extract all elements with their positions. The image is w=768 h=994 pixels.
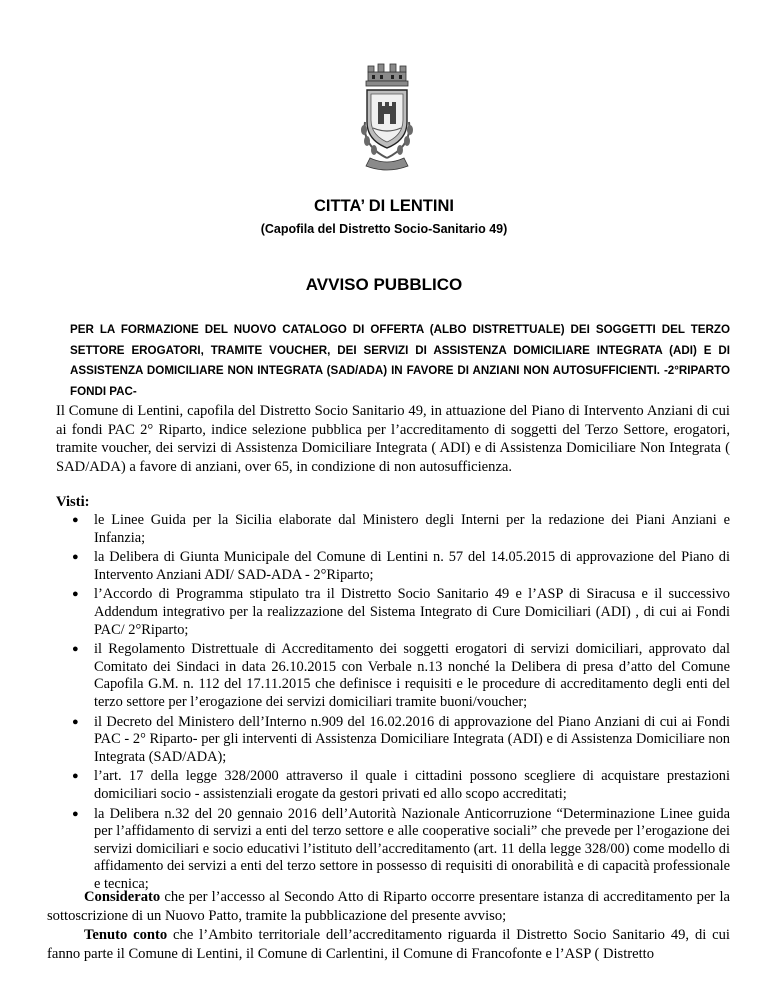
- list-item-text: la Delibera di Giunta Municipale del Comune di Lentini n. 57 del 14.05.2015 di approvazione del Piano di Intervento Anziani ADI/ SAD-ADA - 2°Riparto;: [94, 549, 730, 583]
- list-item: [56, 641, 730, 711]
- considerato-paragraph: [47, 888, 730, 926]
- tenuto-conto-lead: Tenuto conto: [84, 927, 168, 943]
- list-item: [56, 806, 730, 894]
- bullet-icon: ●: [72, 588, 79, 601]
- city-title: CITTA’ DI LENTINI: [314, 197, 454, 215]
- list-item: [56, 714, 730, 767]
- list-item: [56, 768, 730, 803]
- considerato-text: che per l’accesso al Secondo Atto di Riparto occorre presentare istanza di accreditamento per la sottoscrizione di un Nuovo Patto, tramite la pubblicazione del presente avviso;: [47, 889, 730, 924]
- visti-heading: Visti:: [56, 494, 90, 510]
- visti-list: [56, 512, 730, 895]
- considerato-lead: Considerato: [84, 889, 161, 905]
- list-item: [56, 586, 730, 639]
- list-item-text: le Linee Guida per la Sicilia elaborate dal Ministero degli Interni per la redazione dei Piani Anziani e Infanzia;: [94, 512, 730, 546]
- list-item: [56, 512, 730, 547]
- list-item-text: l’art. 17 della legge 328/2000 attraverso il quale i cittadini possono scegliere di acquistare prestazioni domiciliari socio - assistenziali erogate da gestori privati ed allo scopo accreditati;: [94, 768, 730, 802]
- closing-paragraphs: [47, 888, 730, 964]
- city-subtitle: (Capofila del Distretto Socio-Sanitario 49): [260, 222, 508, 236]
- list-item: [56, 549, 730, 584]
- list-item-text: l’Accordo di Programma stipulato tra il Distretto Socio Sanitario 49 e l’ASP di Siracusa e il successivo Addendum integrativo per la realizzazione del Sistema Integrato di Cure Domiciliari (ADI) , di cui ai Fondi PAC/ 2°Riparto;: [94, 586, 730, 638]
- bullet-icon: ●: [72, 807, 79, 820]
- bullet-icon: ●: [72, 643, 79, 656]
- tenuto-conto-text: che l’Ambito territoriale dell’accreditamento riguarda il Distretto Socio Sanitario 49, di cui fanno parte il Comune di Lentini, il Comune di Carlentini, il Comune di Francofonte e l’ASP ( Distretto: [47, 927, 730, 962]
- tenuto-conto-paragraph: [47, 926, 730, 964]
- bullet-icon: ●: [72, 551, 79, 564]
- bullet-icon: ●: [72, 514, 79, 526]
- bullet-icon: ●: [72, 770, 79, 783]
- list-item-text: il Decreto del Ministero dell’Interno n.909 del 16.02.2016 di approvazione del Piano Anziani di cui ai Fondi PAC - 2° Riparto- per gli interventi di Assistenza Domiciliare Integrata (ADI) e di Assistenza Domiciliare non Integrata (SAD/ADA);: [94, 713, 730, 765]
- notice-title: AVVISO PUBBLICO: [305, 275, 463, 294]
- bullet-icon: ●: [72, 715, 79, 728]
- intro-paragraph: Il Comune di Lentini, capofila del Distretto Socio Sanitario 49, in attuazione del Piano di Intervento Anziani di cui ai fondi PAC 2° Riparto, indice selezione pubblica per l’accreditamento di soggetti del Terzo Settore, erogatori, tramite voucher, dei servizi di Assistenza Domiciliare Integrata ( ADI) e di Assistenza Domiciliare Non Integrata ( SAD/ADA) a favore di anziani, over 65, in condizione di non autosufficienza.: [56, 403, 730, 475]
- coat-of-arms-icon: [356, 62, 418, 180]
- list-item-text: la Delibera n.32 del 20 gennaio 2016 dell’Autorità Nazionale Anticorruzione “Determinazione Linee guida per l’affidamento di servizi a enti del terzo settore e alle cooperative sociali” che prevede per l’erogazione dei servizi domiciliari e socio educativi l’istituto dell’accreditamento (art. 11 della legge 328/00) come modello di affidamento dei servizi a enti del terzo settore in possesso di requisiti di onorabilità e di capacità professionale e tecnica;: [94, 805, 730, 892]
- list-item-text: il Regolamento Distrettuale di Accreditamento dei soggetti erogatori di servizi domiciliari, approvato dal Comitato dei Sindaci in data 26.10.2015 con Verbale n.13 nonché la Delibera di presa d’atto del Comune Capofila G.M. n. 112 del 17.11.2015 che definisce i requisiti e le procedure di accreditamento degli enti del terzo settore per l’erogazione dei servizi domiciliari tramite buoni/voucher;: [94, 641, 730, 710]
- notice-subject: PER LA FORMAZIONE DEL NUOVO CATALOGO DI OFFERTA (ALBO DISTRETTUALE) DEI SOGGETTI DEL TERZO SETTORE EROGATORI, TRAMITE VOUCHER, DEI SERVIZI DI ASSISTENZA DOMICILIARE INTEGRATA (ADI) E DI ASSISTENZA DOMICILIARE NON INTEGRATA (SAD/ADA) IN FAVORE DI ANZIANI NON AUTOSUFFICIENTI. -2°RIPARTO FONDI PAC-: [70, 323, 730, 398]
